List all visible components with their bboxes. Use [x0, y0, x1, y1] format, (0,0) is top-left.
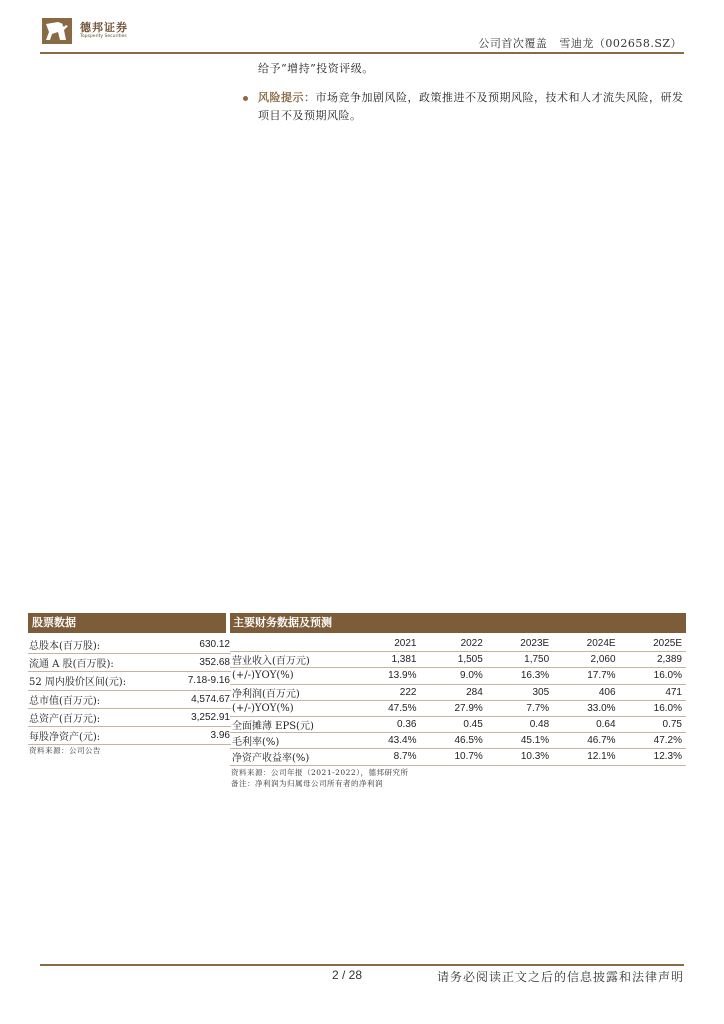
risk-label: 风险提示： [258, 91, 316, 104]
report-type: 公司首次覆盖 [478, 37, 548, 50]
financials-row-label: 净利润(百万元) [230, 684, 354, 700]
header-title [478, 35, 682, 51]
financials-row [230, 749, 686, 765]
financials-cell: 46.7% [553, 733, 619, 749]
financials-cell: 0.75 [620, 716, 686, 732]
stock-data-value: 7.18-9.16 [168, 672, 231, 690]
financials-cell: 2,389 [620, 652, 686, 668]
stock-data-row [28, 654, 231, 672]
financials-header-row [230, 636, 686, 652]
stock-data-label: 流通 A 股(百万股): [28, 654, 168, 672]
risk-warning [258, 89, 688, 125]
financials-cell: 17.7% [553, 668, 619, 684]
brand-name-en: Topsperity Securities [80, 34, 127, 39]
financials-cell: 284 [420, 684, 486, 700]
stock-data-label: 总市值(百万元): [28, 690, 168, 708]
bullet-icon [243, 96, 248, 101]
financials-cell: 33.0% [553, 700, 619, 716]
year-header: 2022 [420, 636, 486, 652]
header-blank-cell [230, 636, 354, 652]
stock-data-label: 每股净资产(元): [28, 726, 168, 744]
stock-data-source: 资料来源：公司公告 [29, 746, 101, 755]
stock-data-table [28, 636, 231, 745]
financials-cell: 0.48 [487, 716, 553, 732]
financials-cell: 16.0% [620, 700, 686, 716]
risk-text: 市场竞争加剧风险，政策推进不及预期风险，技术和人才流失风险，研发项目不及预期风险。 [258, 91, 684, 122]
year-header: 2025E [620, 636, 686, 652]
financials-row-label: 全面摊薄 EPS(元) [230, 716, 354, 732]
financials-cell: 13.9% [354, 668, 420, 684]
financials-cell: 8.7% [354, 749, 420, 765]
stock-data-value: 3.96 [168, 726, 231, 744]
financials-cell: 1,505 [420, 652, 486, 668]
financials-cell: 43.4% [354, 733, 420, 749]
financials-cell: 1,381 [354, 652, 420, 668]
financials-cell: 27.9% [420, 700, 486, 716]
financials-row [230, 668, 686, 684]
financials-title: 主要财务数据及预测 [230, 613, 686, 633]
financials-cell: 47.5% [354, 700, 420, 716]
financials-cell: 46.5% [420, 733, 486, 749]
stock-data-row [28, 636, 231, 654]
financials-cell: 406 [553, 684, 619, 700]
financials-cell: 10.3% [487, 749, 553, 765]
year-header: 2021 [354, 636, 420, 652]
footer-disclaimer: 请务必阅读正文之后的信息披露和法律声明 [436, 970, 684, 984]
financials-cell: 2,060 [553, 652, 619, 668]
logo-mark-icon [40, 14, 74, 48]
page-number: 2 / 28 [332, 968, 363, 982]
company-logo [40, 14, 140, 48]
stock-data-row [28, 726, 231, 744]
stock-data-row [28, 708, 231, 726]
financials-cell: 12.3% [620, 749, 686, 765]
stock-data-value: 3,252.91 [168, 708, 231, 726]
year-header: 2024E [553, 636, 619, 652]
stock-data-row [28, 690, 231, 708]
financials-cell: 47.2% [620, 733, 686, 749]
financials-cell: 16.0% [620, 668, 686, 684]
financials-cell: 16.3% [487, 668, 553, 684]
financials-cell: 45.1% [487, 733, 553, 749]
financials-cell: 305 [487, 684, 553, 700]
financials-table [230, 636, 686, 766]
financials-row [230, 716, 686, 732]
financials-cell: 1,750 [487, 652, 553, 668]
financials-row-label: 营业收入(百万元) [230, 652, 354, 668]
stock-data-row [28, 672, 231, 690]
financials-source: 资料来源：公司年报（2021-2022），德邦研究所 [231, 768, 409, 777]
stock-data-value: 630.12 [168, 636, 231, 654]
stock-data-title: 股票数据 [28, 613, 226, 633]
financials-cell: 0.45 [420, 716, 486, 732]
financials-cell: 12.1% [553, 749, 619, 765]
financials-row [230, 700, 686, 716]
brand-name-cn: 德邦证券 [80, 21, 128, 34]
stock-data-label: 总资产(百万元): [28, 708, 168, 726]
year-header: 2023E [487, 636, 553, 652]
financials-cell: 471 [620, 684, 686, 700]
stock-data-value: 4,574.67 [168, 690, 231, 708]
header-divider [40, 52, 684, 54]
financials-row [230, 733, 686, 749]
financials-row-label: 净资产收益率(%) [230, 749, 354, 765]
company-ticker: 雪迪龙（002658.SZ） [559, 37, 682, 50]
financials-row [230, 684, 686, 700]
financials-row-label: 毛利率(%) [230, 733, 354, 749]
financials-cell: 7.7% [487, 700, 553, 716]
stock-data-label: 总股本(百万股): [28, 636, 168, 654]
financials-row [230, 652, 686, 668]
stock-data-value: 352.68 [168, 654, 231, 672]
financials-row-label: (+/-)YOY(%) [230, 668, 354, 684]
stock-data-label: 52 周内股价区间(元): [28, 672, 168, 690]
financials-note: 备注：净利润为归属母公司所有者的净利润 [231, 779, 383, 788]
financials-cell: 0.36 [354, 716, 420, 732]
financials-cell: 222 [354, 684, 420, 700]
financials-row-label: (+/-)YOY(%) [230, 700, 354, 716]
financials-cell: 9.0% [420, 668, 486, 684]
footer-divider [40, 964, 684, 966]
rating-line: 给予“增持”投资评级。 [258, 62, 374, 75]
financials-cell: 0.64 [553, 716, 619, 732]
financials-cell: 10.7% [420, 749, 486, 765]
